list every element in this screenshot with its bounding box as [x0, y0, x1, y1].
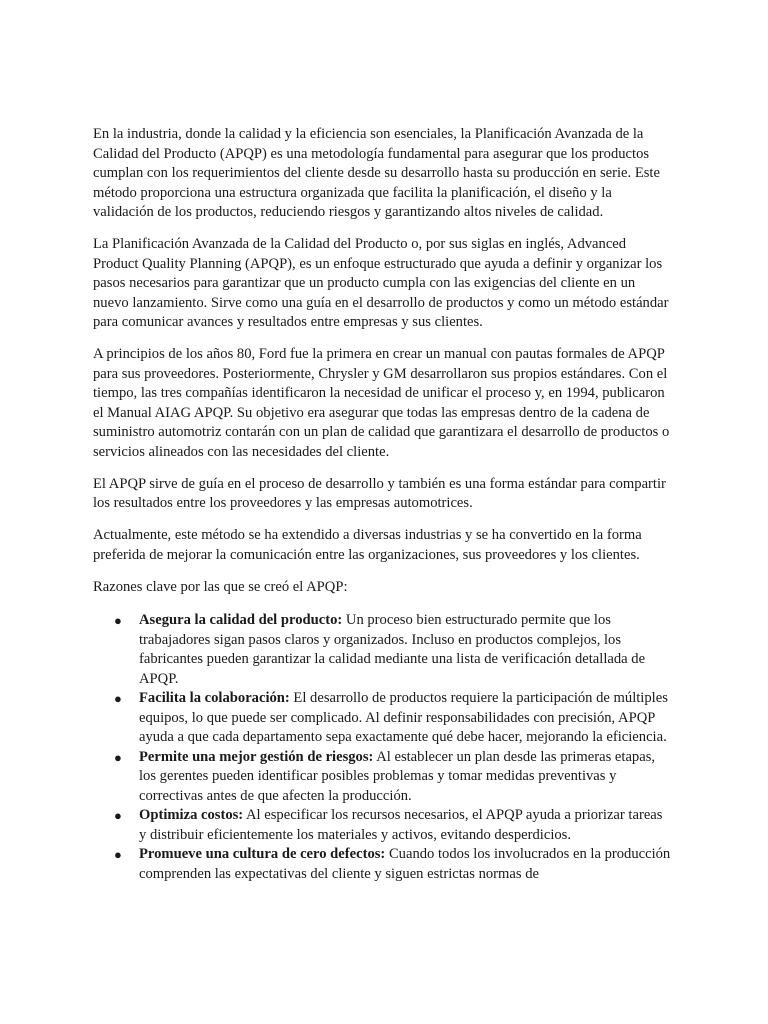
list-item-term: Optimiza costos: — [139, 807, 244, 823]
bullet-icon: ● — [114, 847, 122, 862]
paragraph-guide: El APQP sirve de guía en el proceso de desarrollo y también es una forma estándar para compartir los resultados entre los proveedores y las empresas automotrices. — [93, 475, 666, 511]
list-item — [93, 806, 673, 845]
list-item-term: Promueve una cultura de cero defectos: — [139, 846, 386, 862]
document-page — [93, 125, 673, 884]
list-item-text: El desarrollo de productos requiere la participación de múltiples equipos, lo que puede ser complicado. Al definir responsabilidades con precisión, APQP ayuda a que cada departamento sepa exactamente qué debe hacer, mejorando la eficiencia. — [139, 690, 668, 745]
list-item-term: Facilita la colaboración: — [139, 690, 290, 706]
list-item-text: Al establecer un plan desde las primeras etapas, los gerentes pueden identificar posibles problemas y tomar medidas preventivas y correctivas antes de que afecten la producción. — [139, 748, 656, 804]
paragraph-definition: La Planificación Avanzada de la Calidad del Producto o, por sus siglas en inglés, Advanced Product Quality Planning (APQP), es un enfoque estructurado que ayuda a definir y organizar los pasos necesarios para garantizar que un producto cumpla con las exigencias del cliente en un nuevo lanzamiento. Sirve como una guía en el desarrollo de productos y como un método estándar para comunicar avances y resultados entre empresas y sus clientes. — [93, 236, 669, 330]
paragraph-intro: En la industria, donde la calidad y la eficiencia son esenciales, la Planificación Avanzada de la Calidad del Producto (APQP) es una metodología fundamental para asegurar que los productos cumplan con los requerimientos del cliente desde su desarrollo hasta su producción en serie. Este método proporciona una estructura organizada que facilita la planificación, el diseño y la validación de los productos, reduciendo riesgos y garantizando altos niveles de calidad. — [93, 126, 660, 220]
list-item — [93, 689, 673, 748]
bullet-icon: ● — [114, 808, 122, 823]
list-item-text: Cuando todos los involucrados en la producción comprenden las expectativas del cliente y siguen estrictas normas de — [139, 846, 671, 882]
list-item-term: Permite una mejor gestión de riesgos: — [139, 748, 374, 765]
list-item-term: Asegura la calidad del producto: — [139, 612, 343, 628]
bullet-icon: ● — [114, 691, 122, 706]
list-item-text: Al especificar los recursos necesarios, el APQP ayuda a priorizar tareas y distribuir eficientemente los materiales y activos, evitando desperdicios. — [139, 807, 663, 843]
reasons-list — [93, 611, 673, 884]
bullet-icon: ● — [114, 613, 122, 628]
list-item — [93, 748, 673, 807]
list-item — [93, 845, 673, 884]
list-item — [93, 611, 673, 689]
paragraph-current: Actualmente, este método se ha extendido a diversas industrias y se ha convertido en la forma preferida de mejorar la comunicación entre las organizaciones, sus proveedores y los clientes. — [93, 527, 642, 563]
paragraph-reasons-heading: Razones clave por las que se creó el APQP: — [93, 578, 348, 595]
list-item-text: Un proceso bien estructurado permite que los trabajadores sigan pasos claros y organizados. Incluso en productos complejos, los fabricantes pueden garantizar la calidad mediante una lista de verificación detallada de APQP. — [139, 612, 646, 687]
paragraph-history: A principios de los años 80, Ford fue la primera en crear un manual con pautas formales de APQP para sus proveedores. Posteriormente, Chrysler y GM desarrollaron sus propios estándares. Con el tiempo, las tres compañías identificaron la necesidad de unificar el proceso y, en 1994, publicaron el Manual AIAG APQP. Su objetivo era asegurar que todas las empresas dentro de la cadena de suministro automotriz contarán con un plan de calidad que garantizara el desarrollo de productos o servicios alineados con las necesidades del cliente. — [93, 346, 670, 460]
bullet-icon: ● — [114, 749, 122, 765]
